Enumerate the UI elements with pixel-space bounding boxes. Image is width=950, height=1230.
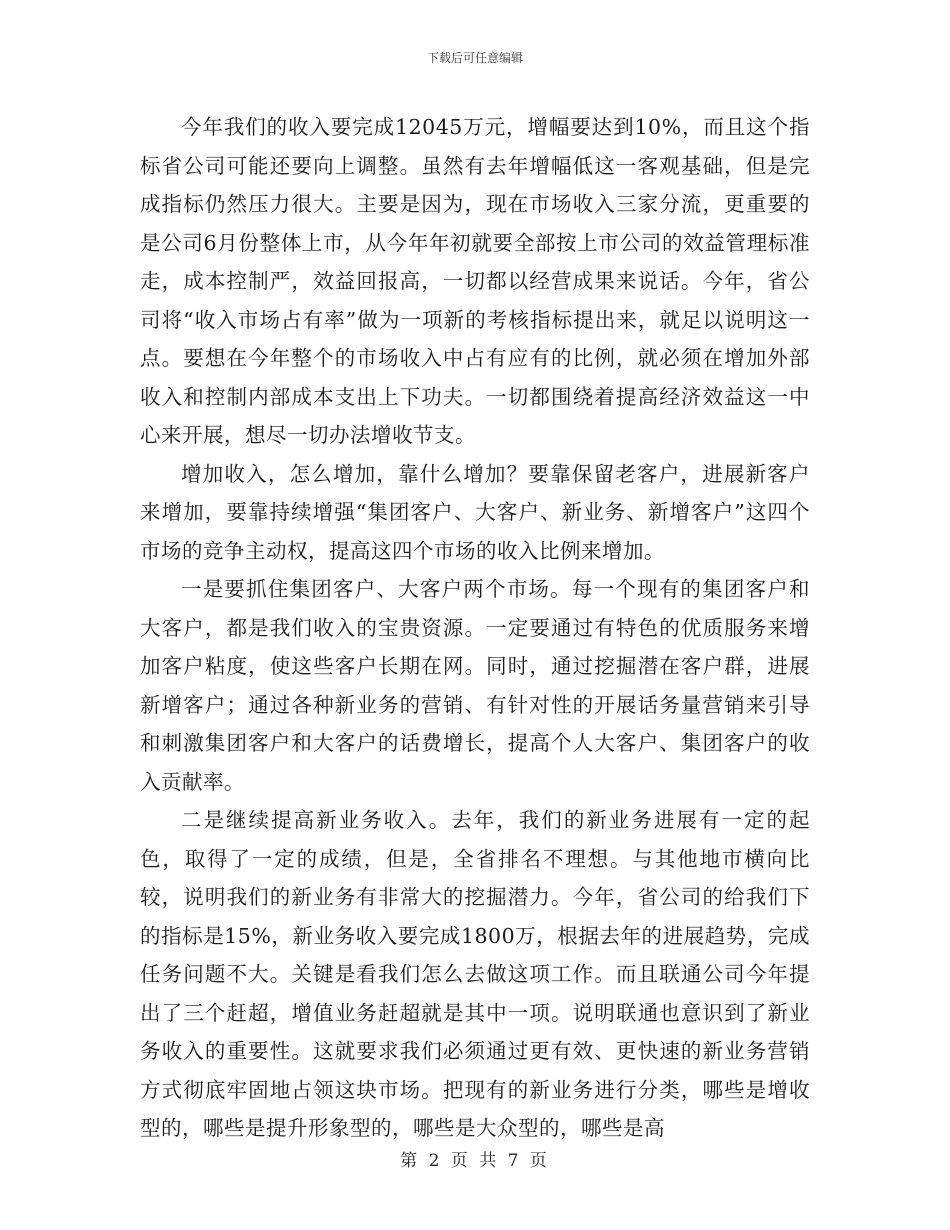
paragraph-increase-revenue: 增加收入，怎么增加，靠什么增加？要靠保留老客户，进展新客户来增加，要靠持续增强“集团客户、大客户、新业务、新增客户”这四个市场的竞争主动权，提高这四个市场的收入比例来增加。 (140, 461, 810, 563)
page-number: 第 2 页 共 7 页 (400, 1151, 550, 1171)
paragraph-new-business: 二是继续提高新业务收入。去年，我们的新业务进展有一定的起色，取得了一定的成绩，但是，全省排名不理想。与其他地市横向比较，说明我们的新业务有非常大的挖掘潜力。今年，省公司的给我们下的指标是15%，新业务收入要完成1800万，根据去年的进展趋势，完成任务问题不大。关键是看我们怎么去做这项工作。而且联通公司今年提出了三个赶超，增值业务赶超就是其中一项。说明联通也意识到了新业务收入的重要性。这就要求我们必须通过更有效、更快速的新业务营销方式彻底牢固地占领这块市场。把现有的新业务进行分类，哪些是增收型的，哪些是提升形象型的，哪些是大众型的，哪些是高 (140, 808, 810, 1140)
paragraph-revenue-target: 今年我们的收入要完成12045万元，增幅要达到10%，而且这个指标省公司可能还要向上调整。虽然有去年增幅低这一客观基础，但是完成指标仍然压力很大。主要是因为，现在市场收入三家分流，更重要的是公司6月份整体上市，从今年年初就要全部按上市公司的效益管理标准走，成本控制严，效益回报高，一切都以经营成果来说话。今年，省公司将“收入市场占有率”做为一项新的考核指标提出来，就足以说明这一点。要想在今年整个的市场收入中占有应有的比例，就必须在增加外部收入和控制内部成本支出上下功夫。一切都围绕着提高经济效益这一中心来开展，想尽一切办法增收节支。 (140, 115, 810, 447)
paragraph-group-clients: 一是要抓住集团客户、大客户两个市场。每一个现有的集团客户和大客户，都是我们收入的宝贵资源。一定要通过有特色的优质服务来增加客户粘度，使这些客户长期在网。同时，通过挖掘潜在客户群，进展新增客户；通过各种新业务的营销、有针对性的开展话务量营销来引导和刺激集团客户和大客户的话费增长，提高个人大客户、集团客户的收入贡献率。 (140, 577, 810, 794)
page-header-note: 下载后可任意编辑 (426, 51, 523, 65)
document-body (140, 108, 810, 1148)
